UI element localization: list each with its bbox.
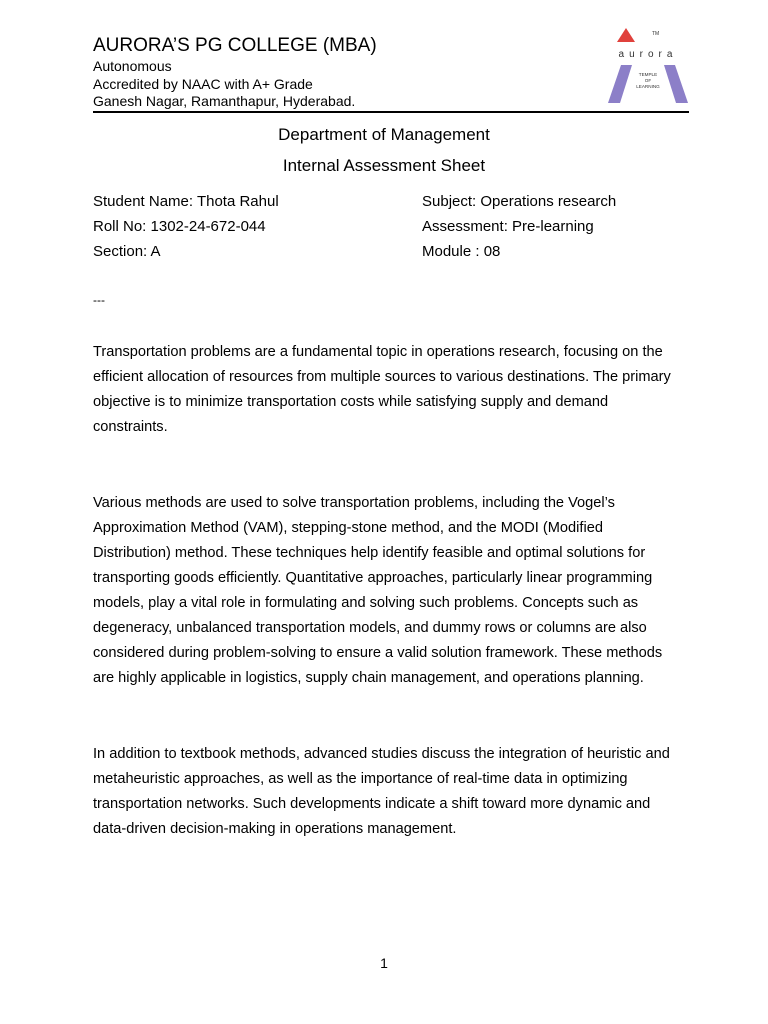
roll-number: Roll No: 1302-24-672-044 — [93, 218, 266, 235]
paragraph-intro: Transportation problems are a fundamental topic in operations research, focusing on the efficient allocation of resources from multiple sources to various destinations. The primary objective is to minimize transportation costs while satisfying supply and demand constraints. — [93, 344, 671, 435]
college-name: AURORA’S PG COLLEGE (MBA) — [93, 35, 377, 56]
aurora-logo — [606, 26, 690, 106]
header-divider — [93, 111, 689, 113]
logo-red-triangle — [617, 28, 635, 42]
paragraph-methods: Various methods are used to solve transportation problems, including the Vogel’s Approximation Method (VAM), stepping-stone method, and the MODI (Modified Distribution) method. These techniques help identify feasible and optimal solutions for transporting goods efficiently. Quantitative approaches, particularly linear programming models, play a vital role in formulating and solving such problems. Concepts such as degeneracy, unbalanced transportation models, and dummy rows or columns are also considered during problem-solving to ensure a valid solution framework. These methods are highly applicable in logistics, supply chain management, and operations planning. — [93, 495, 663, 686]
separator-mark: --- — [93, 293, 105, 307]
paragraph-advanced: In addition to textbook methods, advanced studies discuss the integration of heuristic and metaheuristic approaches, as well as the importance of real-time data in optimizing transportation networks. Such developments indicate a shift toward more dynamic and data-driven decision-making in operations management. — [93, 746, 670, 837]
subject: Subject: Operations research — [422, 193, 617, 210]
sheet-title: Internal Assessment Sheet — [282, 156, 486, 175]
college-address: Ganesh Nagar, Ramanthapur, Hyderabad. — [93, 93, 356, 109]
student-name: Student Name: Thota Rahul — [93, 193, 279, 210]
logo-left-leg — [608, 65, 632, 103]
logo-tagline-2: OF — [644, 78, 652, 83]
logo-tagline-3: LEARNING — [636, 84, 660, 89]
section: Section: A — [93, 243, 161, 260]
college-status: Autonomous — [93, 58, 172, 74]
college-accreditation: Accredited by NAAC with A+ Grade — [93, 75, 313, 92]
page-number: 1 — [380, 955, 388, 971]
assessment: Assessment: Pre-learning — [422, 218, 594, 235]
college-header — [93, 34, 653, 111]
logo-right-leg — [664, 65, 688, 103]
department-title: Department of Management — [278, 125, 490, 144]
logo-tm: TM — [652, 31, 660, 37]
module: Module : 08 — [422, 243, 501, 260]
logo-tagline-1: TEMPLE — [638, 72, 658, 77]
logo-wordmark: aurora — [618, 49, 678, 60]
